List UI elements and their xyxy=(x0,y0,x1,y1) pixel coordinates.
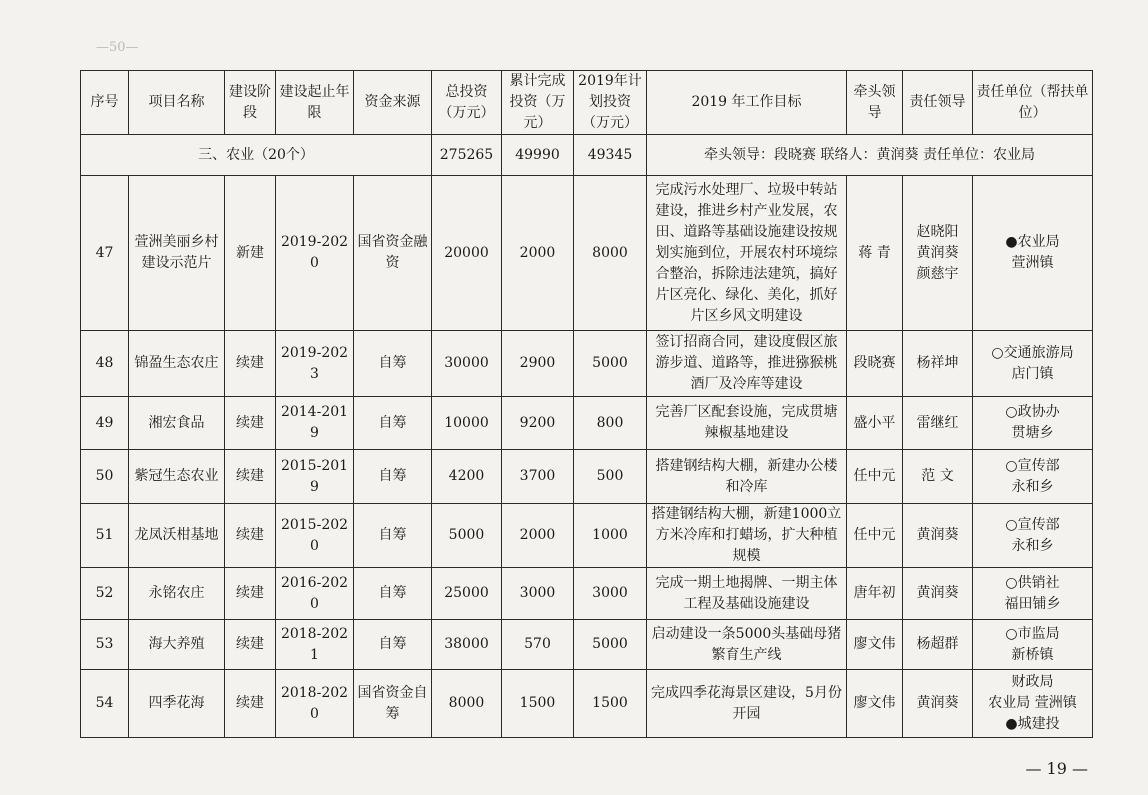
cell-plan2019: 5000 xyxy=(574,620,647,670)
cell-resp-unit xyxy=(973,450,1093,504)
cell-fund: 自筹 xyxy=(354,504,432,568)
cell-resp-unit-line: ○市监局 xyxy=(1005,625,1060,642)
cell-seq: 53 xyxy=(81,620,129,670)
cell-resp-unit xyxy=(973,670,1093,738)
cell-resp-unit-line: 财政局 xyxy=(1011,674,1054,690)
cell-stage: 续建 xyxy=(225,331,276,397)
cell-lead: 唐年初 xyxy=(847,568,903,620)
section-title: 三、农业（20个） xyxy=(81,135,432,176)
cell-resp-lead: 范 文 xyxy=(903,450,973,504)
cell-resp-unit-line: ○宣传部 xyxy=(1005,516,1060,533)
cell-resp-unit-line: ○交通旅游局 xyxy=(991,344,1074,361)
header-resp-lead: 责任领导 xyxy=(903,71,973,135)
cell-total: 8000 xyxy=(432,670,502,738)
header-period: 建设起止年限 xyxy=(276,71,354,135)
cell-total: 4200 xyxy=(432,450,502,504)
cell-resp-lead: 黄润葵 xyxy=(903,670,973,738)
cell-seq: 49 xyxy=(81,397,129,450)
cell-seq: 47 xyxy=(81,176,129,331)
cell-seq: 50 xyxy=(81,450,129,504)
cell-lead: 盛小平 xyxy=(847,397,903,450)
section-total: 275265 xyxy=(432,135,502,176)
cell-goal: 启动建设一条5000头基础母猪繁育生产线 xyxy=(647,620,847,670)
section-cumulative: 49990 xyxy=(502,135,574,176)
cell-resp-unit-line: 新桥镇 xyxy=(1011,646,1054,663)
cell-resp-lead xyxy=(903,176,973,331)
cell-resp-lead: 杨超群 xyxy=(903,620,973,670)
cell-fund: 自筹 xyxy=(354,568,432,620)
table-row xyxy=(81,620,1093,670)
cell-resp-lead: 雷继红 xyxy=(903,397,973,450)
cell-name: 紫冠生态农业 xyxy=(129,450,225,504)
cell-resp-lead: 黄润葵 xyxy=(903,568,973,620)
cell-plan2019: 1000 xyxy=(574,504,647,568)
cell-goal: 完成污水处理厂、垃圾中转站建设，推进乡村产业发展，农田、道路等基础设施建设按规划实施到位，开展农村环境综合整治，拆除违法建筑，搞好片区亮化、绿化、美化，抓好片区乡风文明建设 xyxy=(647,176,847,331)
cell-cumulative: 2000 xyxy=(502,504,574,568)
table-row xyxy=(81,397,1093,450)
cell-goal: 签订招商合同，建设度假区旅游步道、道路等，推进猕猴桃酒厂及冷库等建设 xyxy=(647,331,847,397)
cell-total: 38000 xyxy=(432,620,502,670)
cell-resp-unit-line: 永和乡 xyxy=(1011,537,1054,554)
cell-resp-lead: 杨祥坤 xyxy=(903,331,973,397)
cell-resp-unit-line: 贯塘乡 xyxy=(1011,425,1054,441)
cell-resp-lead-line: 赵晓阳 xyxy=(916,223,959,240)
cell-name: 萱洲美丽乡村建设示范片 xyxy=(129,176,225,331)
header-cumulative: 累计完成投资（万元） xyxy=(502,71,574,135)
cell-cumulative: 3000 xyxy=(502,568,574,620)
cell-resp-unit-line: 永和乡 xyxy=(1011,478,1054,495)
header-fund: 资金来源 xyxy=(354,71,432,135)
header-row xyxy=(81,71,1093,135)
cell-goal: 完成一期土地揭牌、一期主体工程及基础设施建设 xyxy=(647,568,847,620)
cell-resp-lead-line: 黄润葵 xyxy=(916,244,959,261)
cell-resp-unit-line: ○供销社 xyxy=(1005,574,1060,591)
header-plan2019: 2019年计划投资（万元） xyxy=(574,71,647,135)
cell-period: 2018-2021 xyxy=(276,620,354,670)
cell-period: 2016-2020 xyxy=(276,568,354,620)
cell-plan2019: 1500 xyxy=(574,670,647,738)
cell-resp-unit-line: 店门镇 xyxy=(1011,365,1054,382)
cell-resp-unit xyxy=(973,331,1093,397)
cell-total: 5000 xyxy=(432,504,502,568)
table-row xyxy=(81,670,1093,738)
cell-stage: 续建 xyxy=(225,504,276,568)
table-row xyxy=(81,568,1093,620)
cell-name: 锦盈生态农庄 xyxy=(129,331,225,397)
cell-period: 2018-2020 xyxy=(276,670,354,738)
cell-resp-unit xyxy=(973,568,1093,620)
project-table xyxy=(80,70,1093,738)
cell-goal: 完成四季花海景区建设，5月份开园 xyxy=(647,670,847,738)
cell-seq: 48 xyxy=(81,331,129,397)
cell-total: 20000 xyxy=(432,176,502,331)
section-plan2019: 49345 xyxy=(574,135,647,176)
cell-name: 龙凤沃柑基地 xyxy=(129,504,225,568)
cell-cumulative: 9200 xyxy=(502,397,574,450)
cell-resp-unit-line: ●农业局 xyxy=(1005,234,1060,250)
cell-fund: 自筹 xyxy=(354,620,432,670)
cell-stage: 续建 xyxy=(225,568,276,620)
cell-goal: 完善厂区配套设施，完成贯塘辣椒基地建设 xyxy=(647,397,847,450)
cell-lead: 段晓赛 xyxy=(847,331,903,397)
cell-stage: 新建 xyxy=(225,176,276,331)
cell-total: 10000 xyxy=(432,397,502,450)
cell-period: 2019-2023 xyxy=(276,331,354,397)
cell-lead: 蒋 青 xyxy=(847,176,903,331)
header-stage: 建设阶段 xyxy=(225,71,276,135)
cell-total: 30000 xyxy=(432,331,502,397)
cell-lead: 廖文伟 xyxy=(847,620,903,670)
cell-period: 2015-2019 xyxy=(276,450,354,504)
page-number: — 19 — xyxy=(1025,759,1088,778)
header-name: 项目名称 xyxy=(129,71,225,135)
cell-period: 2014-2019 xyxy=(276,397,354,450)
header-goal: 2019 年工作目标 xyxy=(647,71,847,135)
cell-cumulative: 1500 xyxy=(502,670,574,738)
faded-page-number: —50— xyxy=(96,40,139,55)
cell-cumulative: 3700 xyxy=(502,450,574,504)
cell-cumulative: 2900 xyxy=(502,331,574,397)
cell-resp-unit xyxy=(973,397,1093,450)
cell-total: 25000 xyxy=(432,568,502,620)
cell-stage: 续建 xyxy=(225,450,276,504)
cell-cumulative: 2000 xyxy=(502,176,574,331)
section-info: 牵头领导：段晓赛 联络人：黄润葵 责任单位：农业局 xyxy=(647,135,1093,176)
cell-plan2019: 8000 xyxy=(574,176,647,331)
cell-resp-lead: 黄润葵 xyxy=(903,504,973,568)
cell-cumulative: 570 xyxy=(502,620,574,670)
cell-goal: 搭建钢结构大棚，新建1000立方米冷库和打蜡场，扩大种植规模 xyxy=(647,504,847,568)
cell-goal: 搭建钢结构大棚，新建办公楼和冷库 xyxy=(647,450,847,504)
table-row xyxy=(81,331,1093,397)
cell-name: 海大养殖 xyxy=(129,620,225,670)
table-row xyxy=(81,504,1093,568)
cell-lead: 任中元 xyxy=(847,504,903,568)
cell-stage: 续建 xyxy=(225,620,276,670)
cell-name: 永铭农庄 xyxy=(129,568,225,620)
cell-resp-unit-line: ○宣传部 xyxy=(1005,457,1060,474)
header-lead: 牵头领导 xyxy=(847,71,903,135)
cell-fund: 自筹 xyxy=(354,450,432,504)
table-row xyxy=(81,176,1093,331)
section-row xyxy=(81,135,1093,176)
table-row xyxy=(81,450,1093,504)
cell-lead: 廖文伟 xyxy=(847,670,903,738)
cell-stage: 续建 xyxy=(225,670,276,738)
cell-stage: 续建 xyxy=(225,397,276,450)
cell-resp-unit-line: ●城建投 xyxy=(1005,716,1060,732)
cell-plan2019: 3000 xyxy=(574,568,647,620)
header-total: 总投资（万元） xyxy=(432,71,502,135)
cell-plan2019: 5000 xyxy=(574,331,647,397)
cell-resp-lead-line: 颜慈宇 xyxy=(916,265,959,282)
cell-resp-unit xyxy=(973,620,1093,670)
header-resp-unit: 责任单位（帮扶单位） xyxy=(973,71,1093,135)
cell-seq: 52 xyxy=(81,568,129,620)
cell-fund: 国省资金自筹 xyxy=(354,670,432,738)
cell-resp-unit xyxy=(973,176,1093,331)
cell-name: 四季花海 xyxy=(129,670,225,738)
header-seq: 序号 xyxy=(81,71,129,135)
cell-resp-unit-line: ○政协办 xyxy=(1005,404,1060,420)
cell-fund: 自筹 xyxy=(354,331,432,397)
cell-fund: 国省资金融资 xyxy=(354,176,432,331)
cell-resp-unit-line: 农业局 萱洲镇 xyxy=(988,695,1077,711)
cell-fund: 自筹 xyxy=(354,397,432,450)
cell-period: 2019-2020 xyxy=(276,176,354,331)
cell-lead: 任中元 xyxy=(847,450,903,504)
cell-seq: 51 xyxy=(81,504,129,568)
cell-plan2019: 500 xyxy=(574,450,647,504)
cell-resp-unit-line: 福田铺乡 xyxy=(1004,595,1061,612)
cell-period: 2015-2020 xyxy=(276,504,354,568)
cell-resp-unit-line: 萱洲镇 xyxy=(1011,255,1054,271)
cell-plan2019: 800 xyxy=(574,397,647,450)
cell-name: 湘宏食品 xyxy=(129,397,225,450)
cell-seq: 54 xyxy=(81,670,129,738)
cell-resp-unit xyxy=(973,504,1093,568)
